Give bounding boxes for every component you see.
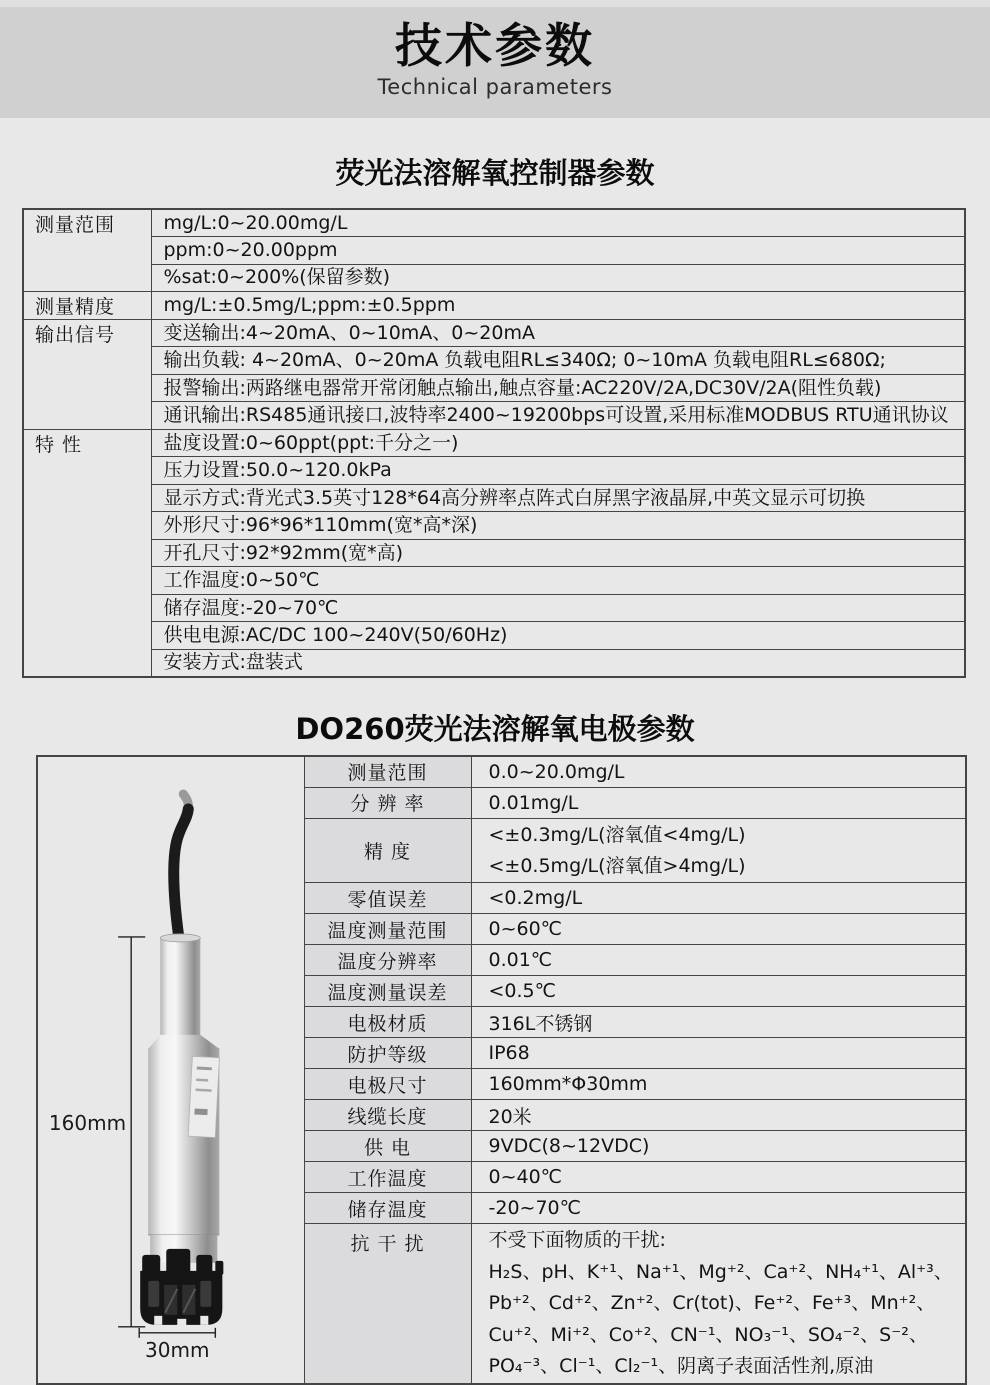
do-probe-illustration — [38, 757, 304, 1383]
param-label-accuracy: 测量精度 — [23, 292, 151, 320]
probe-body — [148, 934, 219, 1263]
param-value: IP68 — [471, 1038, 966, 1069]
param-label-output: 输出信号 — [23, 319, 151, 429]
param-value: 工作温度:0~50℃ — [151, 567, 965, 595]
param-value-line: PO₄⁻³、Cl⁻¹、Cl₂⁻¹、阴离子表面活性剂,原油 — [488, 1354, 874, 1377]
param-label: 精 度 — [304, 818, 471, 883]
param-label: 测量范围 — [304, 756, 471, 787]
param-label: 线缆长度 — [304, 1100, 471, 1131]
param-value: 开孔尺寸:92*92mm(宽*高) — [151, 539, 965, 567]
table-row — [23, 567, 965, 595]
dimension-width — [139, 1328, 215, 1338]
param-value-line: H₂S、pH、K⁺¹、Na⁺¹、Mg⁺²、Ca⁺²、NH₄⁺¹、Al⁺³、 — [488, 1260, 953, 1283]
table-row — [23, 594, 965, 622]
param-value: 安装方式:盘装式 — [151, 649, 965, 677]
param-label: 工作温度 — [304, 1162, 471, 1193]
param-value: 输出负载: 4~20mA、0~20mA 负载电阻RL≤340Ω; 0~10mA 负载电阻RL≤680Ω; — [151, 347, 965, 375]
param-value-line: Cu⁺²、Mi⁺²、Co⁺²、CN⁻¹、NO₃⁻¹、SO₄⁻²、S⁻²、 — [488, 1323, 928, 1346]
dimension-height-label: 160mm — [48, 1110, 127, 1135]
param-value: mg/L:±0.5mg/L;ppm:±0.5ppm — [151, 292, 965, 320]
top-strip — [0, 0, 990, 7]
param-value-line: <±0.5mg/L(溶氧值>4mg/L) — [488, 854, 746, 877]
probe-cage-icon — [140, 1249, 223, 1326]
table-row — [37, 756, 966, 787]
param-value: 盐度设置:0~60ppt(ppt:千分之一) — [151, 429, 965, 457]
param-value: <0.2mg/L — [471, 883, 966, 914]
param-value — [471, 818, 966, 883]
table-row — [23, 539, 965, 567]
table-row — [23, 402, 965, 430]
param-value: 20米 — [471, 1100, 966, 1131]
param-label: 零值误差 — [304, 883, 471, 914]
param-value — [471, 1224, 966, 1384]
probe-cable-icon — [174, 794, 189, 941]
param-value: 0.01mg/L — [471, 787, 966, 818]
probe-label-sticker — [188, 1056, 219, 1137]
param-value: -20~70℃ — [471, 1193, 966, 1224]
param-value: 通讯输出:RS485通讯接口,波特率2400~19200bps可设置,采用标准MODBUS RTU通讯协议 — [151, 402, 965, 430]
table-row — [23, 237, 965, 265]
table-row — [23, 512, 965, 540]
param-value: 变送输出:4~20mA、0~10mA、0~20mA — [151, 319, 965, 347]
table-row — [23, 484, 965, 512]
param-label: 温度分辨率 — [304, 945, 471, 976]
param-value-line: Pb⁺²、Cd⁺²、Zn⁺²、Cr(tot)、Fe⁺²、Fe⁺³、Mn⁺²、 — [488, 1292, 936, 1315]
electrode-params-table — [36, 755, 967, 1385]
header-banner — [0, 7, 990, 118]
param-label: 供 电 — [304, 1131, 471, 1162]
param-value: 9VDC(8~12VDC) — [471, 1131, 966, 1162]
param-value: 外形尺寸:96*96*110mm(宽*高*深) — [151, 512, 965, 540]
page-subtitle: Technical parameters — [377, 75, 613, 100]
table-row — [23, 347, 965, 375]
table-row — [23, 264, 965, 292]
param-value-line: <±0.3mg/L(溶氧值<4mg/L) — [488, 823, 746, 846]
param-value: mg/L:0~20.00mg/L — [151, 209, 965, 237]
table-row — [23, 209, 965, 237]
param-value: 160mm*Φ30mm — [471, 1069, 966, 1100]
param-label: 储存温度 — [304, 1193, 471, 1224]
controller-section-title: 荧光法溶解氧控制器参数 — [335, 156, 655, 190]
table-row — [23, 457, 965, 485]
table-row — [23, 622, 965, 650]
param-label: 防护等级 — [304, 1038, 471, 1069]
param-value: 0.0~20.0mg/L — [471, 756, 966, 787]
param-value: <0.5℃ — [471, 976, 966, 1007]
param-value: 储存温度:-20~70℃ — [151, 594, 965, 622]
param-label: 电极材质 — [304, 1007, 471, 1038]
param-value: 316L不锈钢 — [471, 1007, 966, 1038]
controller-params-table — [22, 208, 966, 678]
param-value: 0~60℃ — [471, 914, 966, 945]
param-label-features: 特 性 — [23, 429, 151, 677]
table-row — [23, 429, 965, 457]
electrode-section-title: DO260荧光法溶解氧电极参数 — [295, 712, 695, 746]
param-value-line: 不受下面物质的干扰: — [488, 1229, 666, 1252]
probe-image-cell — [37, 756, 304, 1384]
dimension-width-label: 30mm — [145, 1337, 210, 1362]
param-value: 供电电源:AC/DC 100~240V(50/60Hz) — [151, 622, 965, 650]
page-title: 技术参数 — [395, 19, 595, 74]
table-row — [23, 292, 965, 320]
param-value: 0~40℃ — [471, 1162, 966, 1193]
param-label-range: 测量范围 — [23, 209, 151, 292]
param-label: 温度测量范围 — [304, 914, 471, 945]
param-value: 0.01℃ — [471, 945, 966, 976]
param-label: 电极尺寸 — [304, 1069, 471, 1100]
param-label: 温度测量误差 — [304, 976, 471, 1007]
param-value: %sat:0~200%(保留参数) — [151, 264, 965, 292]
param-value: 显示方式:背光式3.5英寸128*64高分辨率点阵式白屏黑字液晶屏,中英文显示可切换 — [151, 484, 965, 512]
param-value: ppm:0~20.00ppm — [151, 237, 965, 265]
param-value: 压力设置:50.0~120.0kPa — [151, 457, 965, 485]
param-label: 分 辨 率 — [304, 787, 471, 818]
param-value: 报警输出:两路继电器常开常闭触点输出,触点容量:AC220V/2A,DC30V/2A(阻性负载) — [151, 374, 965, 402]
table-row — [23, 649, 965, 677]
param-label: 抗 干 扰 — [304, 1224, 471, 1384]
table-row — [23, 374, 965, 402]
table-row — [23, 319, 965, 347]
